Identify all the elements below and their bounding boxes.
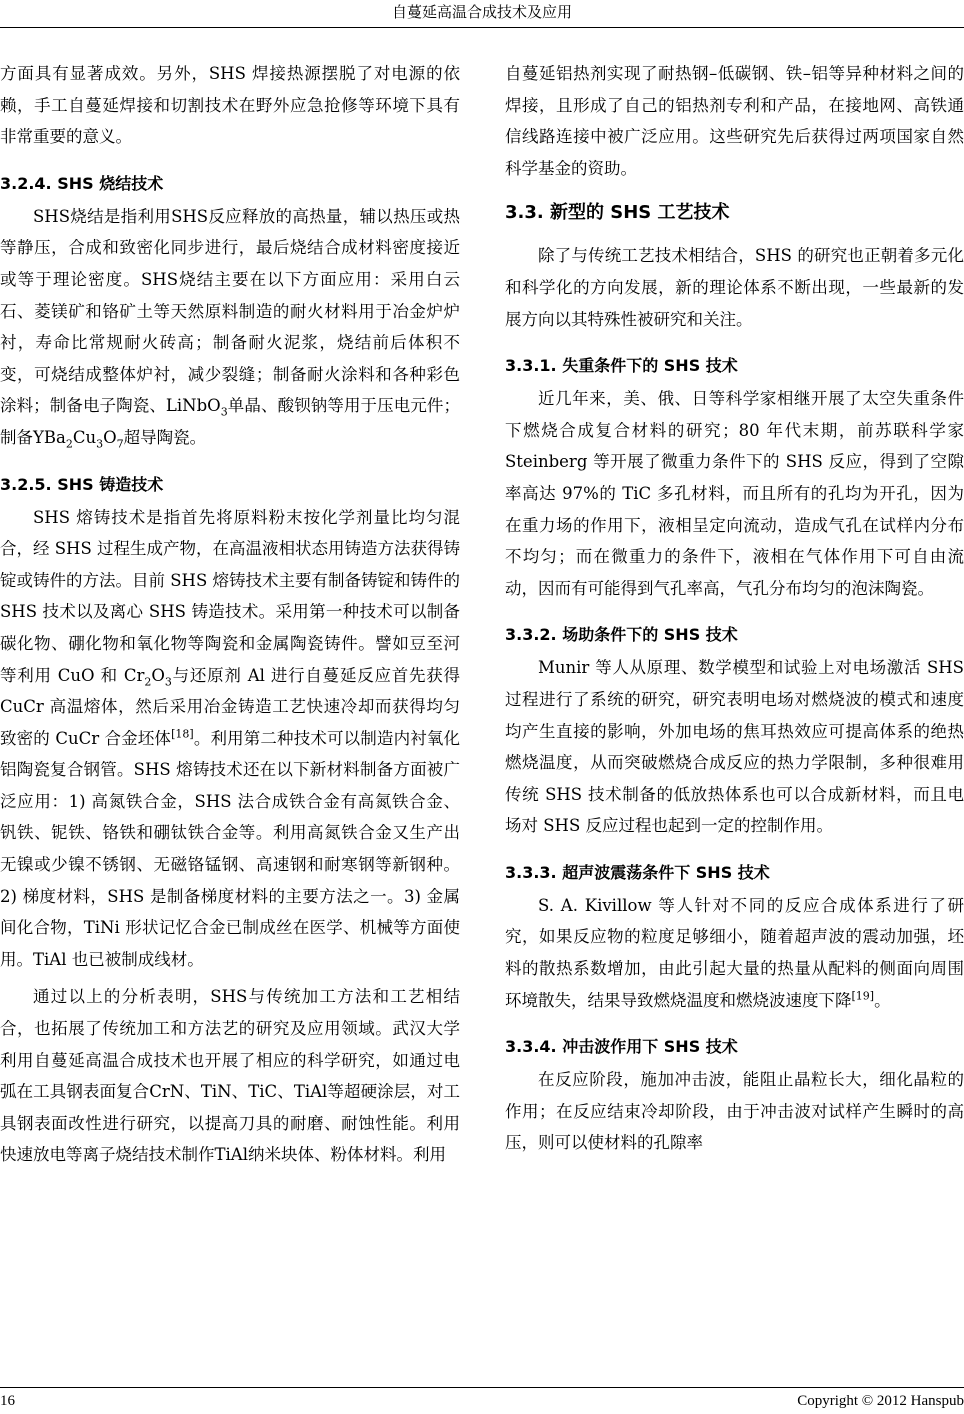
sub-3-c: 3 [164, 674, 172, 688]
heading-3-3-2: 3.3.2. 场助条件下的 SHS 技术 [505, 625, 738, 645]
paragraph-microgravity: 近几年来，美、俄、日等科学家相继开展了太空失重条件下燃烧合成复合材料的研究；80 年代末期，前苏联科学家 Steinberg 等开展了微重力条件下的 SHS 反应，得到了空隙率高达 97%的 TiC 多孔材料，而且所有的孔均为开孔，因为在重力场的作用下，液相呈定向流动，造成气孔在试样内分布不均匀；而在微重力的条件下，液相在气体作用下可自由流动，因而有可能得到气孔率高，气孔分布均匀的泡沫陶瓷。 [505, 389, 964, 598]
heading-3-3-4: 3.3.4. 冲击波作用下 SHS 技术 [505, 1037, 738, 1057]
casting-text-c: 。利用第二种技术可以制造内衬氧化铝陶瓷复合钢管。SHS 熔铸技术还在以下新材料制备方面被广泛应用：1) 高氮铁合金，SHS 法合成铁合金有高氮铁合金、钒铁、铌铁、铬铁和硼钛铁合金等。利用高氮铁合金又生产出无镍或少镍不锈钢、无磁铬锰钢、高速钢和耐寒钢等新钢种。2) 梯度材料，SHS 是制备梯度材料的主要方法之一。3) 金属间化合物，TiNi 形状记忆合金已制成丝在医学、机械等方面使用。TiAl 也已被制成线材。 [0, 728, 461, 969]
sub-2-b: 2 [144, 674, 152, 688]
reference-18[interactable]: [18] [171, 727, 194, 741]
right-column [505, 58, 964, 1159]
sub-3-b: 3 [96, 437, 104, 451]
header-rule [0, 27, 964, 28]
reference-19[interactable]: [19] [851, 989, 875, 1003]
sintering-text-c: 超导陶瓷。 [123, 427, 207, 447]
sintering-text-b: 单晶、酸钡钠等用于压电元件；制备YBa [0, 396, 461, 447]
sub-2-a: 2 [65, 437, 73, 451]
heading-3-2-5: 3.2.5. SHS 铸造技术 [0, 474, 164, 494]
ybco-cu: Cu [72, 427, 97, 447]
heading-3-3-1: 3.3.1. 失重条件下的 SHS 技术 [505, 356, 738, 376]
ultrasonic-text-a: S. A. Kivillow 等人针对不同的反应合成体系进行了研究，如果反应物的粒度足够细小，随着超声波的震动加强，坯料的散热系数增加，由此引起大量的热量从配料的侧面向周围环境散失，结果导致燃烧温度和燃烧波速度下降 [505, 895, 964, 1010]
sub-3-a: 3 [220, 405, 228, 419]
sintering-text-a: SHS烧结是指利用SHS反应释放的高热量，辅以热压或热等静压，合成和致密化同步进行，最后烧结合成材料密度接近或等于理论密度。SHS烧结主要在以下方面应用：采用白云石、菱镁矿和铬矿土等天然原料制造的耐火材料用于冶金炉炉衬，寿命比常规耐火砖高；制备耐火泥浆，烧结前后体积不变，可烧结成整体炉衬，减少裂缝；制备耐火涂料和各种彩色涂料；制备电子陶瓷、LiNbO [0, 206, 460, 416]
ultrasonic-text-b: 。 [874, 990, 891, 1010]
paragraph-continuation: 自蔓延铝热剂实现了耐热钢–低碳钢、铁–铝等异种材料之间的焊接，且形成了自己的铝热剂专利和产品，在接地网、高铁通信线路连接中被广泛应用。这些研究先后获得过两项国家自然科学基金的资助。 [505, 64, 964, 178]
paragraph-casting: SHS 熔铸技术是指首先将原料粉末按化学剂量比均匀混合，经 SHS 过程生成产物，在高温液相状态用铸造方法获得铸锭或铸件的方法。目前 SHS 熔铸技术主要有制备铸锭和铸件的 SHS 技术以及离心 SHS 铸造技术。采用第一种技术可以制备碳化物、硼化物和氧化物等陶瓷和金属陶瓷铸件。譬如豆至河等利用 CuO 和 $Cr_2O_3$与还原剂 Al 进行自蔓延反应首先获得 CuCr 高温熔体，然后采用冶金铸造工艺快速冷却而获得均匀致密的 CuCr 合金坯体[18]。利用第二种技术可以制造内衬氧化铝陶瓷复合钢管。SHS 熔铸技术还在以下新材料制备方面被广泛应用：1) 高氮铁合金，SHS 法合成铁合金有高氮铁合金、钒铁、铌铁、铬铁和硼钛铁合金等。利用高氮铁合金又生产出无镍或少镍不锈钢、无磁铬锰钢、高速钢和耐寒钢等新钢种。2) 梯度材料，SHS 是制备梯度材料的主要方法之一。3) 金属间化合物，TiNi 形状记忆合金已制成丝在医学、机械等方面使用。TiAl 也已被制成线材。 [0, 507, 461, 969]
paragraph-sintering: SHS烧结是指利用SHS反应释放的高热量，辅以热压或热等静压，合成和致密化同步进行，最后烧结合成材料密度接近或等于理论密度。SHS烧结主要在以下方面应用：采用白云石、菱镁矿和铬矿土等天然原料制造的耐火材料用于冶金炉炉衬，寿命比常规耐火砖高；制备耐火泥浆，烧结前后体积不变，可烧结成整体炉衬，减少裂缝；制备耐火涂料和各种彩色涂料；制备电子陶瓷、LiNbO$_3$单晶、酸钡钠等用于压电元件；制备$YBa_2Cu_3O_7$超导陶瓷。 [0, 206, 461, 451]
running-title: 自蔓延高温合成技术及应用 [391, 3, 572, 21]
paragraph-new-techniques: 除了与传统工艺技术相结合，SHS 的研究也正朝着多元化和科学化的方向发展，新的理论体系不断出现，一些最新的发展方向以其特殊性被研究和关注。 [505, 246, 964, 329]
left-column [0, 58, 460, 1171]
footer-rule [0, 1387, 964, 1388]
heading-3-2-4: 3.2.4. SHS 烧结技术 [0, 173, 164, 193]
paragraph-ultrasonic [505, 890, 964, 1016]
heading-3-3-3: 3.3.3. 超声波震荡条件下 SHS 技术 [505, 862, 770, 882]
heading-3-3: 3.3. 新型的 SHS 工艺技术 [505, 202, 730, 224]
casting-text-b: 与还原剂 Al 进行自蔓延反应首先获得 CuCr 高温熔体，然后采用冶金铸造工艺快速冷却而获得均匀致密的 CuCr 合金坯体 [0, 665, 461, 748]
paragraph-shockwave: 在反应阶段，施加冲击波，能阻止晶粒长大，细化晶粒的作用；在反应结束冷却阶段，由于冲击波对试样产生瞬时的高压，则可以使材料的孔隙率 [505, 1070, 964, 1153]
sub-7: 7 [116, 437, 124, 451]
running-header [0, 0, 964, 30]
paragraph-field-assisted: Munir 等人从原理、数学模型和试验上对电场激活 SHS 过程进行了系统的研究，研究表明电场对燃烧波的模式和速度均产生直接的影响，外加电场的焦耳热效应可提高体系的绝热燃烧温度，从而突破燃烧合成反应的热力学限制，多种很难用传统 SHS 技术制备的低放热体系也可以合成新材料，而且电场对 SHS 反应过程也起到一定的控制作用。 [505, 658, 964, 836]
casting-text-a: SHS 熔铸技术是指首先将原料粉末按化学剂量比均匀混合，经 SHS 过程生成产物，在高温液相状态用铸造方法获得铸锭或铸件的方法。目前 SHS 熔铸技术主要有制备铸锭和铸件的 SHS 技术以及离心 SHS 铸造技术。采用第一种技术可以制备碳化物、硼化物和氧化物等陶瓷和金属陶瓷铸件。譬如豆至河等利用 CuO 和 Cr [0, 507, 460, 685]
page-number: 16 [0, 1393, 15, 1409]
copyright-notice: Copyright © 2012 Hanspub [797, 1393, 964, 1409]
paragraph-intro: 方面具有显著成效。另外，SHS 焊接热源摆脱了对电源的依赖，手工自蔓延焊接和切割技术在野外应急抢修等环境下具有非常重要的意义。 [0, 64, 460, 147]
paragraph-summary: 通过以上的分析表明，SHS与传统加工方法和工艺相结合，也拓展了传统加工和方法艺的研究及应用领域。武汉大学利用自蔓延高温合成技术也开展了相应的科学研究，如通过电弧在工具钢表面复合CrN、TiN、TiC、TiAl等超硬涂层，对工具钢表面改性进行研究，以提高刀具的耐磨、耐蚀性能。利用快速放电等离子烧结技术制作TiAl纳米块体、粉体材料。利用 [0, 987, 460, 1165]
